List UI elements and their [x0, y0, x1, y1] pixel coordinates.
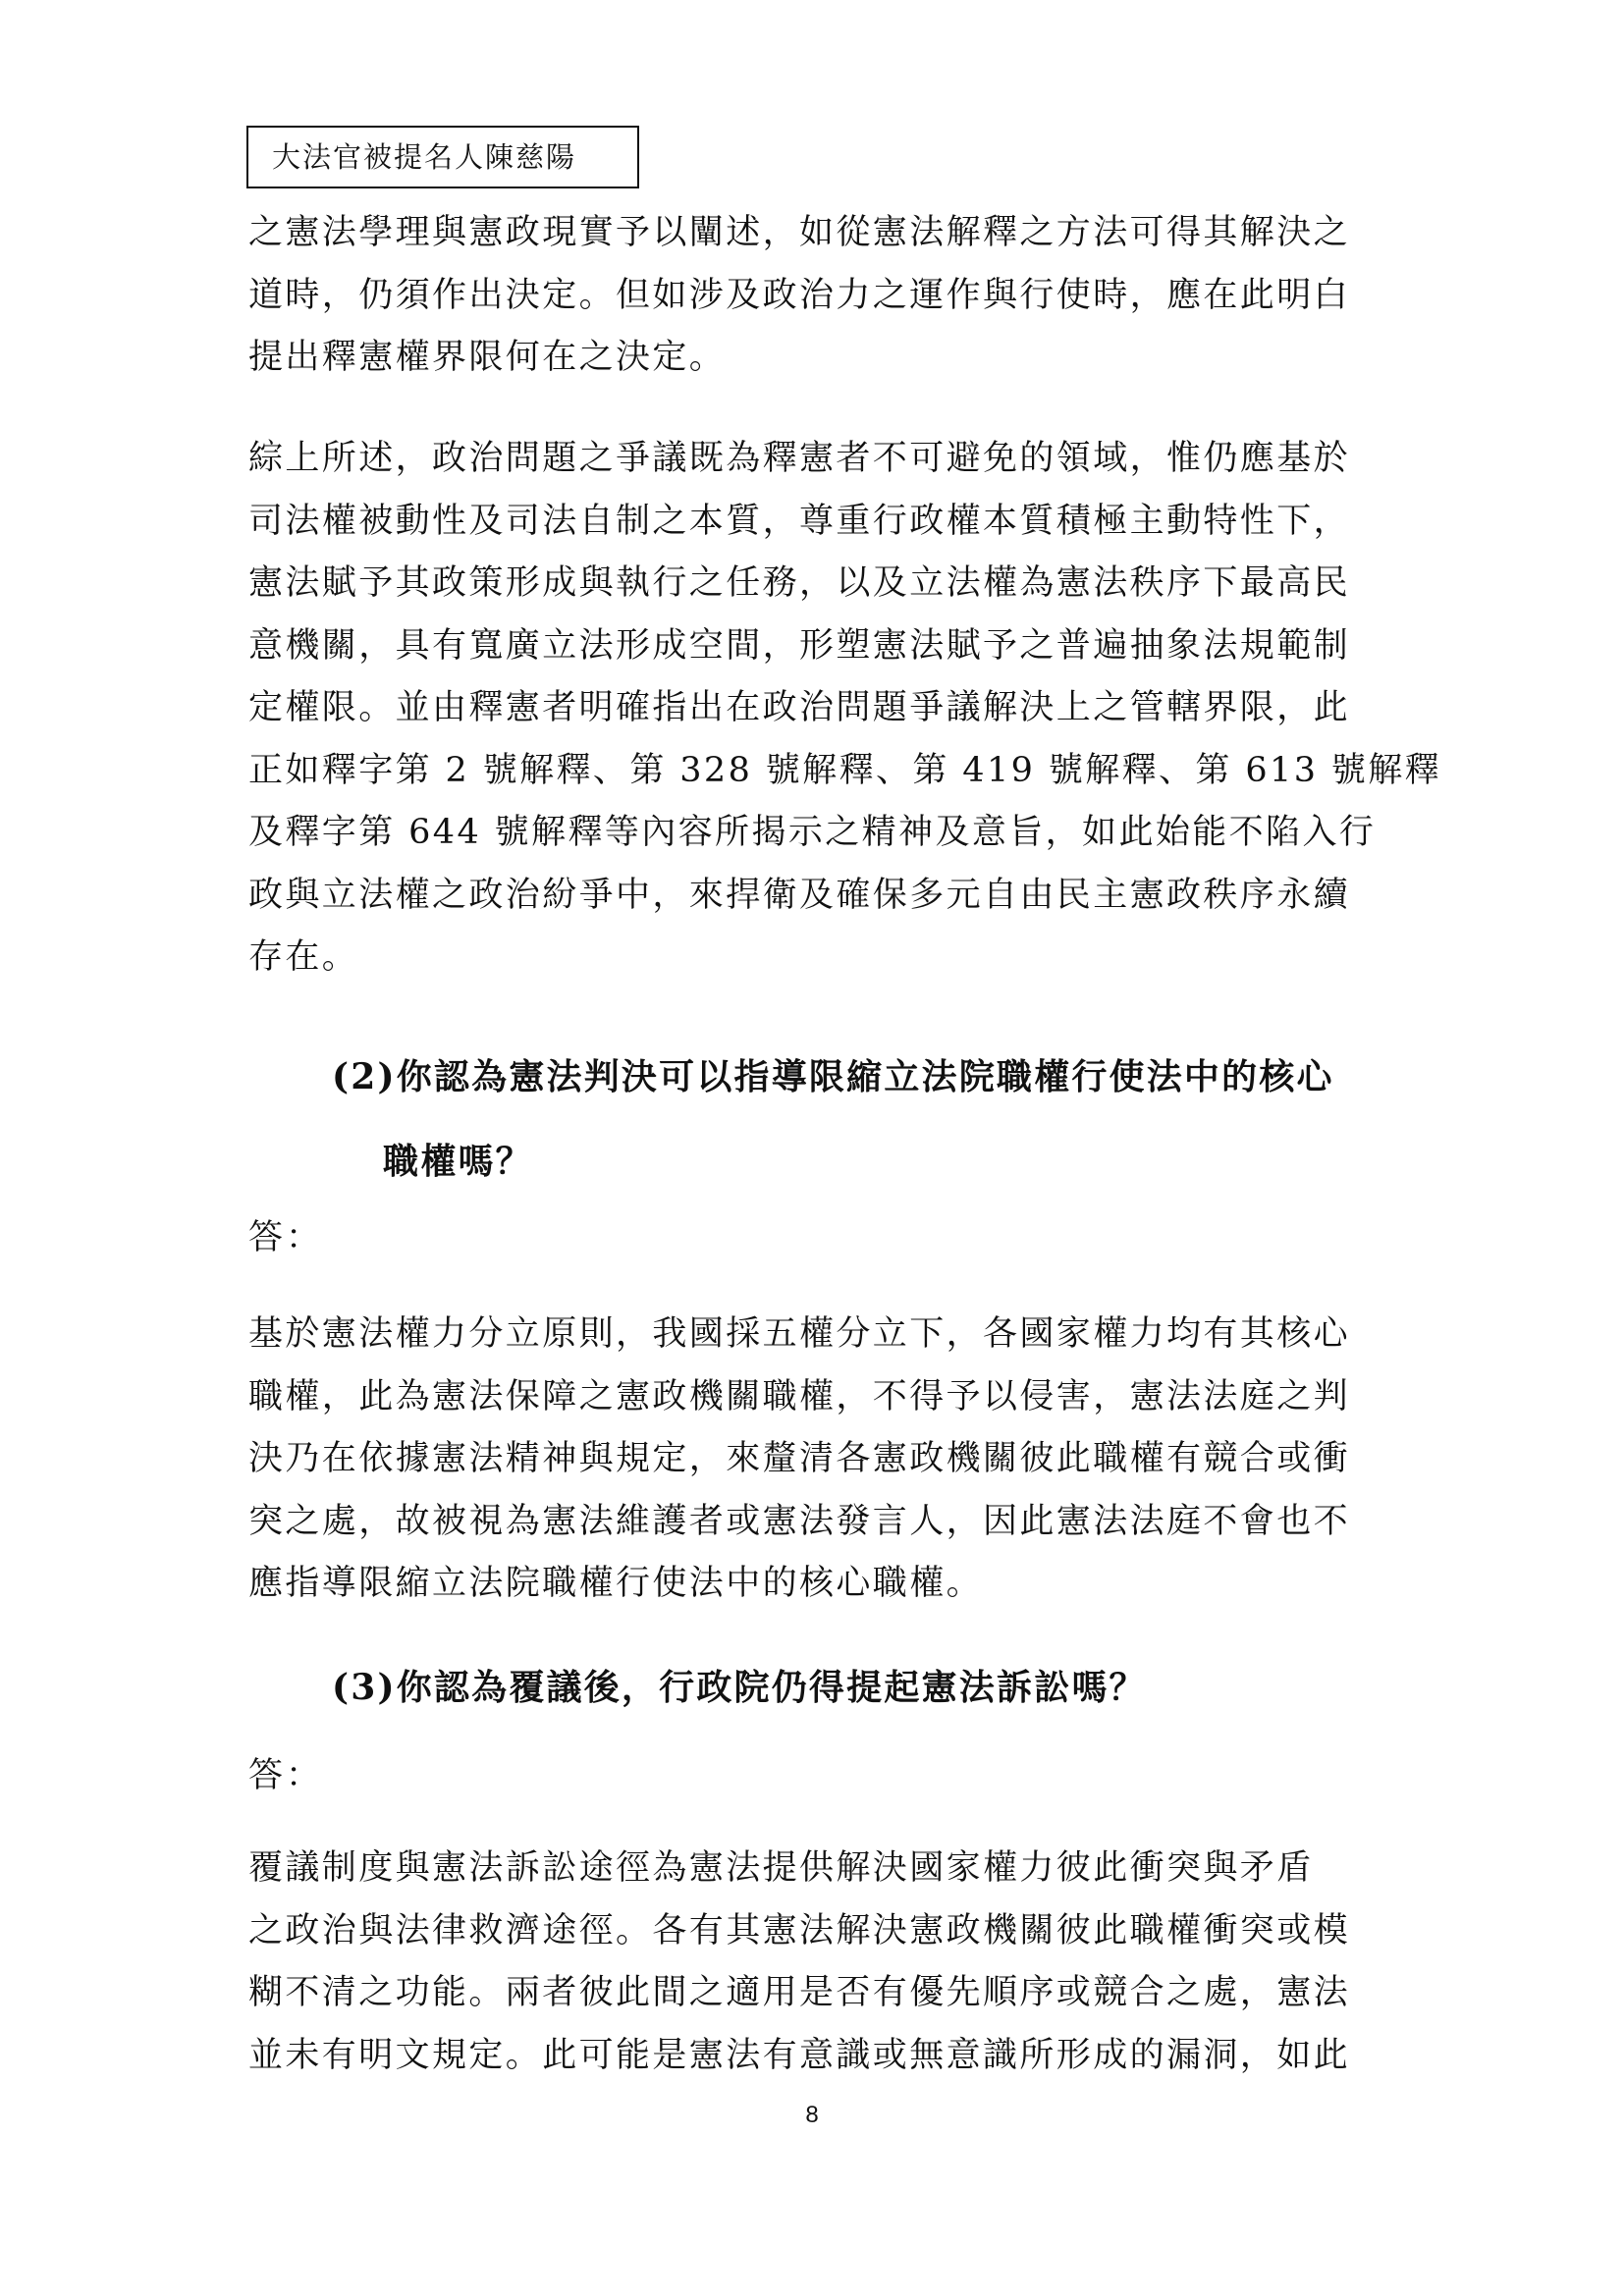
- text-line: 政與立法權之政治紛爭中，來捍衛及確保多元自由民主憲政秩序永續: [248, 875, 1351, 915]
- question-3-heading: [332, 1645, 1392, 1730]
- text-line: 道時，仍須作出決定。但如涉及政治力之運作與行使時，應在此明白: [248, 275, 1351, 315]
- nominee-header-box: [246, 126, 639, 188]
- text-line: 司法權被動性及司法自制之本質，尊重行政權本質積極主動特性下，: [248, 501, 1351, 541]
- text-line: 正如釋字第 2 號解釋、第 328 號解釋、第 419 號解釋、第 613 號解釋: [248, 750, 1442, 790]
- text-line: 及釋字第 644 號解釋等內容所揭示之精神及意旨，如此始能不陷入行: [248, 813, 1377, 852]
- question-2-heading: [332, 1035, 1392, 1203]
- text-line: 提出釋憲權界限何在之決定。: [248, 338, 727, 377]
- text-line: 職權，此為憲法保障之憲政機關職權，不得予以侵害，憲法法庭之判: [248, 1376, 1351, 1416]
- page-number: 8: [805, 2102, 819, 2128]
- paragraph-answer-3: [248, 1838, 1387, 2087]
- text-line: 並未有明文規定。此可能是憲法有意識或無意識所形成的漏洞，如此: [248, 2035, 1351, 2075]
- text-line: 憲法賦予其政策形成與執行之任務，以及立法權為憲法秩序下最高民: [248, 563, 1351, 603]
- text-line: 決乃在依據憲法精神與規定，來釐清各憲政機關彼此職權有競合或衝: [248, 1439, 1351, 1478]
- text-line: 定權限。並由釋憲者明確指出在政治問題爭議解決上之管轄界限，此: [248, 688, 1351, 727]
- text-line: 綜上所述，政治問題之爭議既為釋憲者不可避免的領域，惟仍應基於: [248, 439, 1351, 478]
- question-line: (2)你認為憲法判決可以指導限縮立法院職權行使法中的核心: [332, 1056, 1334, 1097]
- paragraph-answer-2: [248, 1304, 1387, 1616]
- question-line: 職權嗎？: [383, 1141, 533, 1182]
- text-line: 意機關，具有寬廣立法形成空間，形塑憲法賦予之普遍抽象法規範制: [248, 625, 1351, 666]
- text-line: 應指導限縮立法院職權行使法中的核心職權。: [248, 1564, 984, 1603]
- nominee-header-label: 大法官被提名人陳慈陽: [272, 140, 577, 174]
- text-line: 突之處，故被視為憲法維護者或憲法發言人，因此憲法法庭不會也不: [248, 1501, 1351, 1541]
- text-line: 基於憲法權力分立原則，我國採五權分立下，各國家權力均有其核心: [248, 1314, 1351, 1354]
- text-line: 存在。: [248, 937, 359, 977]
- paragraph-continuation: [248, 202, 1387, 390]
- answer-label: 答：: [248, 1756, 324, 1795]
- question-line: (3)你認為覆議後，行政院仍得提起憲法訴訟嗎？: [332, 1667, 1147, 1708]
- text-line: 糊不清之功能。兩者彼此間之適用是否有優先順序或競合之處，憲法: [248, 1973, 1351, 2012]
- text-line: 之憲法學理與憲政現實予以闡述，如從憲法解釋之方法可得其解決之: [248, 213, 1351, 252]
- text-line: 之政治與法律救濟途徑。各有其憲法解決憲政機關彼此職權衝突或模: [248, 1910, 1351, 1950]
- answer-label: 答：: [248, 1218, 324, 1257]
- text-line: 覆議制度與憲法訴訟途徑為憲法提供解決國家權力彼此衝突與矛盾: [248, 1848, 1314, 1888]
- paragraph-summary: [248, 428, 1442, 989]
